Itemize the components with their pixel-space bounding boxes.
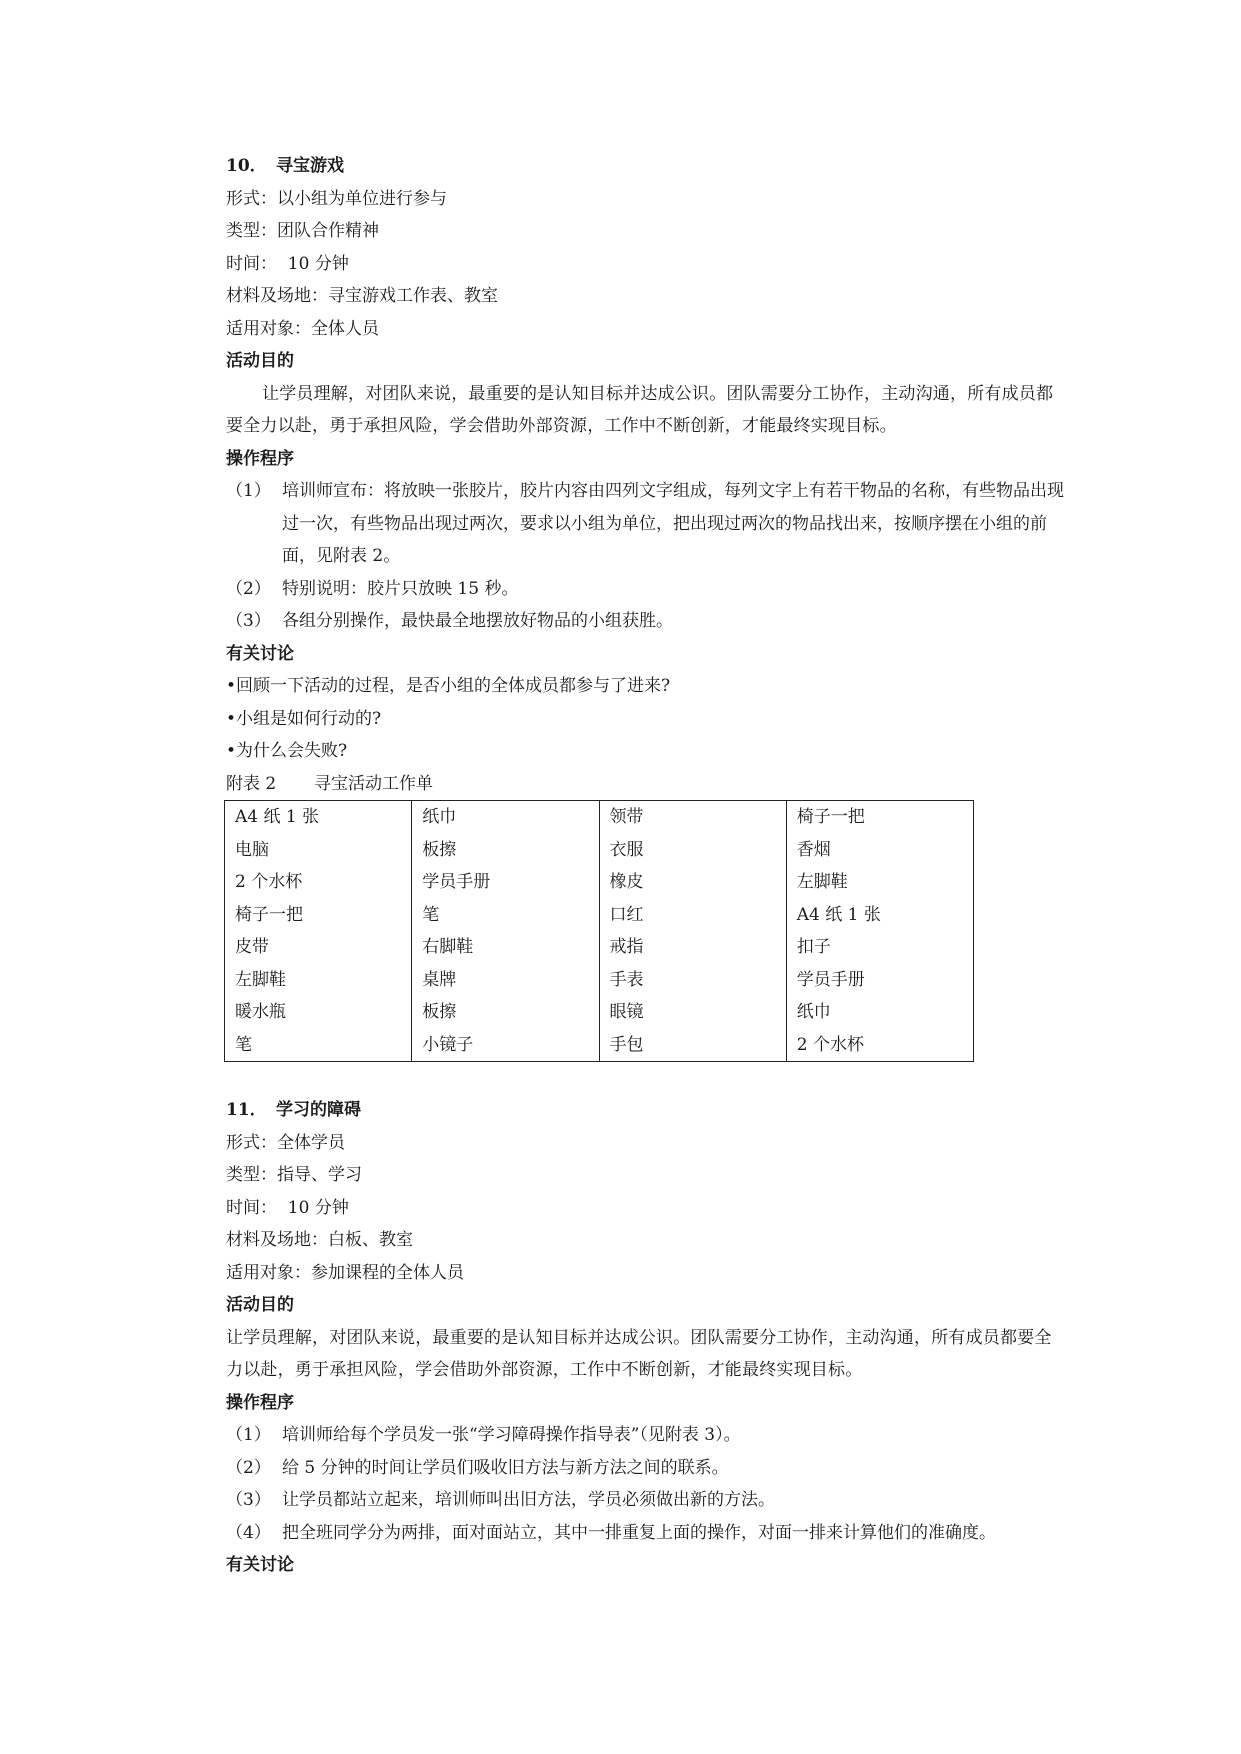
table-cell: 纸巾 — [786, 996, 973, 1029]
table-cell: 椅子一把 — [225, 899, 412, 932]
section-10-form: 形式：以小组为单位进行参与 — [226, 188, 447, 209]
table-cell: 戒指 — [599, 931, 786, 964]
section-10-audience: 适用对象：全体人员 — [226, 318, 379, 339]
table-cell: A4 纸 1 张 — [786, 899, 973, 932]
table-cell: 眼镜 — [599, 996, 786, 1029]
table-cell: 2 个水杯 — [225, 866, 412, 899]
treasure-worksheet-table — [224, 800, 974, 1062]
section-11-step — [226, 1484, 1066, 1517]
step-marker: （1） — [226, 481, 271, 501]
section-10-purpose-heading: 活动目的 — [226, 351, 294, 371]
section-10-discussion-heading: 有关讨论 — [226, 643, 294, 664]
step-text: 把全班同学分为两排，面对面站立，其中一排重复上面的操作，对面一排来计算他们的准确度。 — [282, 1522, 996, 1543]
table-cell: 口红 — [599, 899, 786, 932]
table-cell: 手包 — [599, 1029, 786, 1062]
section-11-time: 时间： 10 分钟 — [226, 1197, 349, 1218]
table-cell: 纸巾 — [412, 801, 599, 834]
section-11-procedure-heading: 操作程序 — [226, 1392, 294, 1413]
section-10-type: 类型：团队合作精神 — [226, 221, 379, 241]
section-10-title-text: 寻宝游戏 — [276, 156, 344, 176]
section-11-step — [226, 1452, 1066, 1485]
discussion-item: •小组是如何行动的? — [226, 708, 382, 729]
table-cell: 暖水瓶 — [225, 996, 412, 1029]
table-row — [225, 834, 974, 867]
table-cell: 扣子 — [786, 931, 973, 964]
table-cell: 板擦 — [412, 834, 599, 867]
step-text: 培训师宣布：将放映一张胶片，胶片内容由四列文字组成，每列文字上有若干物品的名称，有些物品出现过一次，有些物品出现过两次，要求以小组为单位，把出现过两次的物品找出来，按顺序摆在小组的前面，见附表 2。 — [282, 481, 1064, 566]
table-row — [225, 1029, 974, 1062]
section-11-title — [226, 1094, 1066, 1127]
section-11-purpose-text: 让学员理解，对团队来说，最重要的是认知目标并达成公识。团队需要分工协作，主动沟通，所有成员都要全力以赴，勇于承担风险，学会借助外部资源，工作中不断创新，才能最终实现目标。 — [226, 1327, 1052, 1380]
step-text: 各组分别操作，最快最全地摆放好物品的小组获胜。 — [282, 611, 673, 631]
table-cell: 电脑 — [225, 834, 412, 867]
table-row — [225, 866, 974, 899]
section-11-step — [226, 1419, 1066, 1452]
table-row — [225, 899, 974, 932]
section-11-form: 形式：全体学员 — [226, 1132, 345, 1153]
section-10-purpose-text: 让学员理解，对团队来说，最重要的是认知目标并达成公识。团队需要分工协作，主动沟通，所有成员都要全力以赴，勇于承担风险，学会借助外部资源，工作中不断创新，才能最终实现目标。 — [226, 383, 1054, 436]
table-cell: 衣服 — [599, 834, 786, 867]
table-caption — [226, 768, 1066, 801]
discussion-item: •为什么会失败? — [226, 741, 348, 761]
section-10-time: 时间： 10 分钟 — [226, 253, 349, 274]
table-cell: 笔 — [225, 1029, 412, 1062]
section-11-number: 11． — [226, 1100, 267, 1120]
section-10-step — [226, 605, 1066, 638]
step-marker: （3） — [226, 611, 271, 631]
table-row — [225, 996, 974, 1029]
section-11-discussion-heading: 有关讨论 — [226, 1555, 294, 1575]
page-content — [226, 150, 1066, 1582]
table-cell: A4 纸 1 张 — [225, 801, 412, 834]
step-marker: （1） — [226, 1425, 271, 1445]
table-cell: 手表 — [599, 964, 786, 997]
step-marker: （2） — [226, 1457, 271, 1478]
section-11-materials: 材料及场地：白板、教室 — [226, 1230, 413, 1250]
section-11-purpose-heading: 活动目的 — [226, 1295, 294, 1315]
step-marker: （3） — [226, 1490, 271, 1510]
table-caption-label: 附表 2 — [226, 773, 277, 794]
table-cell: 2 个水杯 — [786, 1029, 973, 1062]
section-11-type: 类型：指导、学习 — [226, 1165, 362, 1185]
discussion-item: •回顾一下活动的过程，是否小组的全体成员都参与了进来? — [226, 676, 671, 696]
section-11-step — [226, 1517, 1066, 1550]
section-10-step — [226, 475, 1066, 573]
step-text: 让学员都站立起来，培训师叫出旧方法，学员必须做出新的方法。 — [282, 1490, 775, 1510]
section-10-step — [226, 573, 1066, 606]
section-10-procedure-heading: 操作程序 — [226, 448, 294, 469]
table-cell: 橡皮 — [599, 866, 786, 899]
table-cell: 笔 — [412, 899, 599, 932]
table-cell: 板擦 — [412, 996, 599, 1029]
section-10-materials: 材料及场地：寻宝游戏工作表、教室 — [226, 286, 498, 306]
section-10-title — [226, 150, 1066, 183]
table-cell: 右脚鞋 — [412, 931, 599, 964]
table-cell: 学员手册 — [786, 964, 973, 997]
section-11-audience: 适用对象：参加课程的全体人员 — [226, 1262, 464, 1283]
step-text: 培训师给每个学员发一张“学习障碍操作指导表”（见附表 3）。 — [282, 1425, 741, 1445]
step-marker: （2） — [226, 578, 271, 599]
step-marker: （4） — [226, 1522, 271, 1543]
section-gap — [226, 1062, 1066, 1094]
step-text: 特别说明：胶片只放映 15 秒。 — [282, 578, 519, 599]
table-row — [225, 964, 974, 997]
section-10-number: 10． — [226, 156, 267, 176]
table-cell: 左脚鞋 — [225, 964, 412, 997]
table-cell: 小镜子 — [412, 1029, 599, 1062]
table-cell: 领带 — [599, 801, 786, 834]
table-caption-title: 寻宝活动工作单 — [314, 773, 433, 794]
table-row — [225, 801, 974, 834]
table-row — [225, 931, 974, 964]
table-cell: 香烟 — [786, 834, 973, 867]
table-cell: 皮带 — [225, 931, 412, 964]
table-cell: 学员手册 — [412, 866, 599, 899]
table-cell: 桌牌 — [412, 964, 599, 997]
step-text: 给 5 分钟的时间让学员们吸收旧方法与新方法之间的联系。 — [282, 1457, 729, 1478]
table-cell: 椅子一把 — [786, 801, 973, 834]
table-cell: 左脚鞋 — [786, 866, 973, 899]
section-11-title-text: 学习的障碍 — [276, 1100, 361, 1120]
